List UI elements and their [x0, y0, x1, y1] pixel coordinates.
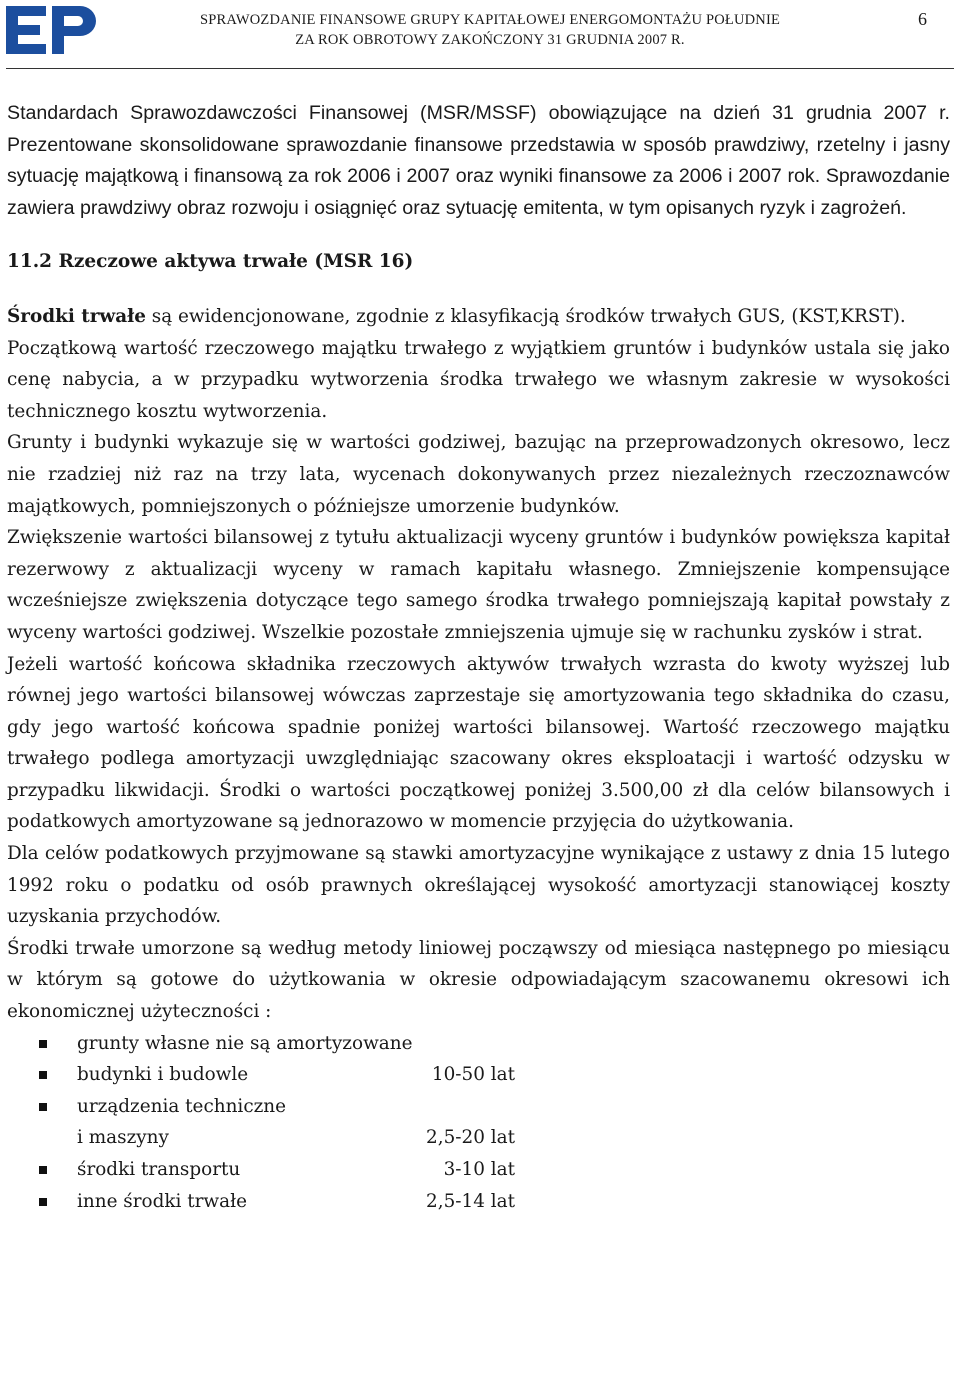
intro-paragraph: Standardach Sprawozdawczości Finansowej (MSR/MSSF) obowiązujące na dzień 31 grudnia 2007 r. Prezentowane skonsolidowane sprawozdanie finansowe przedstawia w sposób prawdziwy, rzetelny i jasny sytuację majątkową i finansową za rok 2006 i 2007 oraz wyniki finansowe za 2006 i 2007 rok. Sprawozdanie zawiera prawdziwy obraz rozwoju i osiągnięć oraz sytuację emitenta, w tym opisanych ryzyk i zagrożeń.: [7, 102, 950, 219]
bullet-icon: [39, 1198, 47, 1206]
list-item: [7, 1091, 950, 1123]
paragraph-land-buildings: Grunty i budynki wykazuje się w wartości godziwej, bazując na przeprowadzonych okresowo, lecz nie rzadziej niż raz na trzy lata, wycenach dokonywanych przez niezależnych rzeczoznawców majątkowych, pomniejszonych o późniejsze umorzenie budynków.: [7, 432, 950, 517]
list-item-label: budynki i budowle: [77, 1064, 249, 1086]
document-title-line1: SPRAWOZDANIE FINANSOWE GRUPY KAPITAŁOWEJ ENERGOMONTAŻU POŁUDNIE: [199, 12, 781, 28]
list-item-value: 2,5-20 lat: [426, 1127, 515, 1149]
useful-life-list: [7, 1028, 950, 1218]
paragraph-fixed-assets: [7, 301, 950, 333]
bullet-icon: [39, 1166, 47, 1174]
document-body: [7, 98, 950, 1217]
document-title-line2: ZA ROK OBROTOWY ZAKOŃCZONY 31 GRUDNIA 2007 R.: [295, 32, 685, 48]
list-item-value: 3-10 lat: [443, 1159, 515, 1180]
list-item: [7, 1059, 950, 1091]
list-item-value: 2,5-14 lat: [426, 1190, 515, 1212]
section-heading: 11.2 Rzeczowe aktywa trwałe (MSR 16): [7, 251, 414, 273]
list-item-label: środki transportu: [77, 1159, 241, 1180]
list-item-value: 10-50 lat: [431, 1064, 515, 1086]
header-divider: [6, 68, 954, 69]
list-item-label: inne środki trwałe: [77, 1190, 247, 1212]
company-logo: [6, 6, 96, 54]
list-item-label: i maszyny: [77, 1127, 169, 1149]
bullet-icon: [39, 1040, 47, 1048]
paragraph-linear-method: Środki trwałe umorzone są według metody liniowej począwszy od miesiąca następnego po miesiącu w którym są gotowe do użytkowania w okresie odpowiadającym szacowanemu okresowi ich ekonomicznej użyteczności :: [7, 937, 950, 1023]
list-item-label: grunty własne nie są amortyzowane: [77, 1032, 413, 1054]
list-item: [7, 1186, 950, 1218]
bullet-icon: [39, 1071, 47, 1079]
list-item-label: urządzenia techniczne: [77, 1095, 287, 1117]
page-number: 6: [918, 9, 927, 29]
paragraph-tax-rates: Dla celów podatkowych przyjmowane są stawki amortyzacyjne wynikające z ustawy z dnia 15 lutego 1992 roku o podatku od osób prawnych określającej wysokość amortyzacji stanowiącej koszty uzyskania przychodów.: [7, 843, 950, 928]
list-item: [7, 1028, 950, 1060]
paragraph-initial-value: Początkową wartość rzeczowego majątku trwałego z wyjątkiem gruntów i budynków ustala się jako cenę nabycia, a w przypadku wytworzenia środka trwałego we własnym zakresie w wysokości technicznego kosztu wytworzenia.: [7, 337, 950, 422]
document-title: [110, 10, 870, 50]
list-item: [7, 1122, 950, 1154]
term-fixed-assets: Środki trwałe: [7, 305, 146, 327]
paragraph-fixed-assets-text: są ewidencjonowane, zgodnie z klasyfikacją środków trwałych GUS, (KST,KRST).: [145, 305, 906, 327]
paragraph-depreciation: Jeżeli wartość końcowa składnika rzeczowych aktywów trwałych wzrasta do kwoty wyższej lub równej jego wartości bilansowej wówczas zaprzestaje się amortyzowania tego składnika do czasu, gdy jego wartość końcowa spadnie poniżej wartości bilansowej. Wartość rzeczowego majątku trwałego podlega amortyzacji uwzględniając szacowany okres eksploatacji i wartość odzysku w przypadku likwidacji. Środki o wartości początkowej poniżej 3.500,00 zł dla celów bilansowych i podatkowych amortyzowane są jednorazowo w momencie przyjęcia do użytkowania.: [7, 653, 950, 833]
page-header: [0, 0, 960, 70]
list-item: [7, 1154, 950, 1186]
paragraph-revaluation: Zwiększenie wartości bilansowej z tytułu aktualizacji wyceny gruntów i budynków powiększa kapitał rezerwowy z aktualizacji wyceny w ramach kapitału własnego. Zmniejszenie kompensujące wcześniejsze zwiększenia dotyczące tego samego środka trwałego pomniejszają kapitał powstały z wyceny wartości godziwej. Wszelkie pozostałe zmniejszenia ujmuje się w rachunku zysków i strat.: [7, 527, 950, 643]
bullet-icon: [39, 1103, 47, 1111]
